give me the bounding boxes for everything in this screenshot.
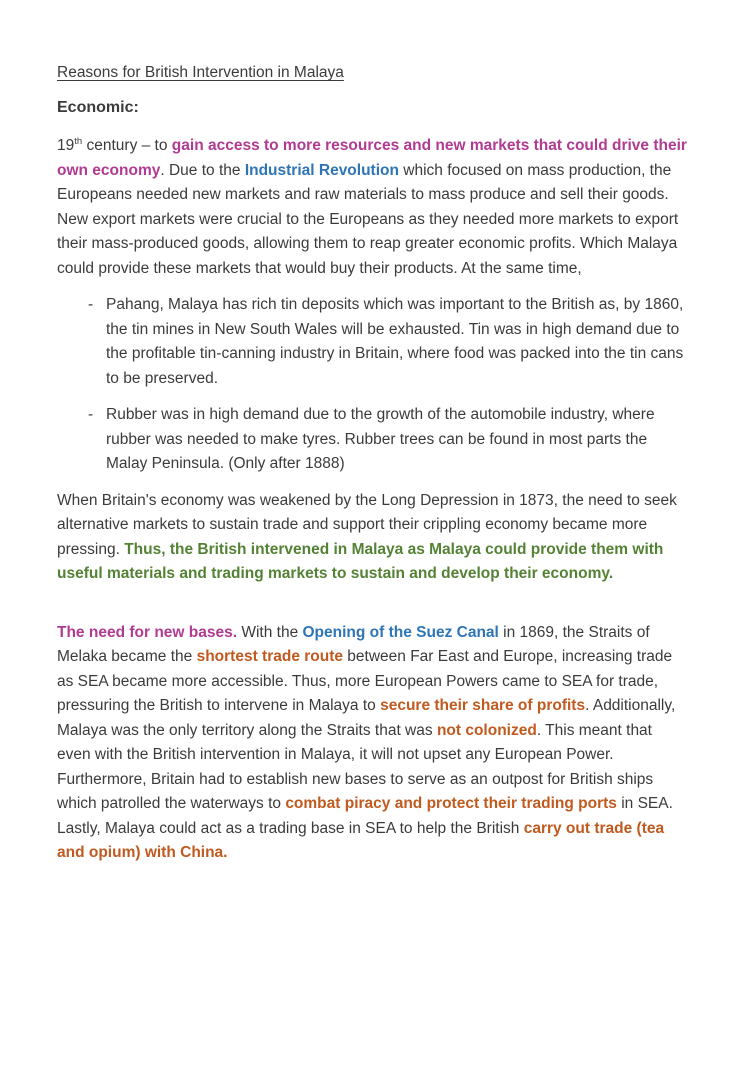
text-run: between Far East and Europe, increasing trade as SEA became more accessible. Thus, more European Powers came to SEA for trade, pressuring the British to intervene in Malaya to (57, 648, 673, 714)
section-heading-economic: Economic: (57, 99, 139, 116)
text-run: Rubber was in high demand due to the growth of the automobile industry, where rubber was needed to make tyres. Rubber trees can be found in most parts the Malay Peninsula. (Only after 1888) (106, 406, 655, 472)
paragraph (57, 130, 687, 281)
orange-highlight-text-run: secure their share of profits (380, 697, 586, 714)
magenta-highlight-text-run: The need for new bases. (57, 623, 238, 641)
text-run: in SEA. Lastly, Malaya could act as a trading base in SEA to help the British (57, 795, 673, 837)
magenta-highlight-text-run: gain access to more resources and new markets that could drive their own economy (57, 137, 687, 179)
orange-highlight-text-run: carry out trade (tea and opium) with China. (57, 819, 665, 861)
text-run: century – to (82, 137, 172, 154)
text-run: 19 (57, 137, 75, 154)
text-run: in 1869, the Straits of Melaka became the (57, 623, 650, 665)
blue-highlight-text-run: Opening of the Suez Canal (302, 623, 499, 641)
orange-highlight-text-run: not colonized (436, 721, 537, 739)
document-body (57, 130, 687, 866)
text-run: . This meant that even with the British intervention in Malaya, it will not upset any European Power. Furthermore, Britain had to establish new bases to serve as an outpost for British ships which patrolled the waterways to (57, 721, 654, 812)
text-run: When Britain's economy was weakened by the Long Depression in 1873, the need to seek alternative markets to sustain trade and support their crippling economy became more pressing. (57, 491, 677, 558)
green-highlight-text-run: Thus, the British intervened in Malaya as Malaya could provide them with useful materials and trading markets to sustain and develop their economy. (57, 540, 664, 582)
bullet-dash-marker: - (88, 296, 94, 313)
bullet-text (106, 293, 687, 391)
text-run: . Additionally, Malaya was the only territory along the Straits that was (57, 697, 676, 739)
text-run: . Due to the (160, 161, 245, 179)
bullet-text (106, 403, 687, 477)
blue-highlight-text-run: Industrial Revolution (244, 161, 399, 179)
paragraph (57, 489, 687, 587)
paragraph (57, 621, 687, 866)
superscript-text-run: th (74, 136, 83, 147)
bullet-item (88, 293, 687, 391)
orange-highlight-text-run: shortest trade route (196, 648, 343, 665)
text-run: Pahang, Malaya has rich tin deposits which was important to the British as, by 1860, the tin mines in New South Wales will be exhausted. Tin was in high demand due to the profitable tin-canning industry in Britain, where food was packed into the tin cans to be preserved. (106, 296, 684, 387)
bullet-item (88, 403, 687, 477)
text-run: With the (237, 623, 303, 641)
document-title: Reasons for British Intervention in Malaya (57, 64, 344, 81)
orange-highlight-text-run: combat piracy and protect their trading ports (285, 795, 617, 812)
text-run: which focused on mass production, the Europeans needed new markets and raw materials to mass produce and sell their goods. New export markets were crucial to the Europeans as they needed more markets to export their mass-produced goods, allowing them to reap greater economic profits. Which Malaya could provide these markets that would buy their products. At the same time, (57, 161, 679, 277)
bullet-dash-marker: - (88, 406, 94, 423)
